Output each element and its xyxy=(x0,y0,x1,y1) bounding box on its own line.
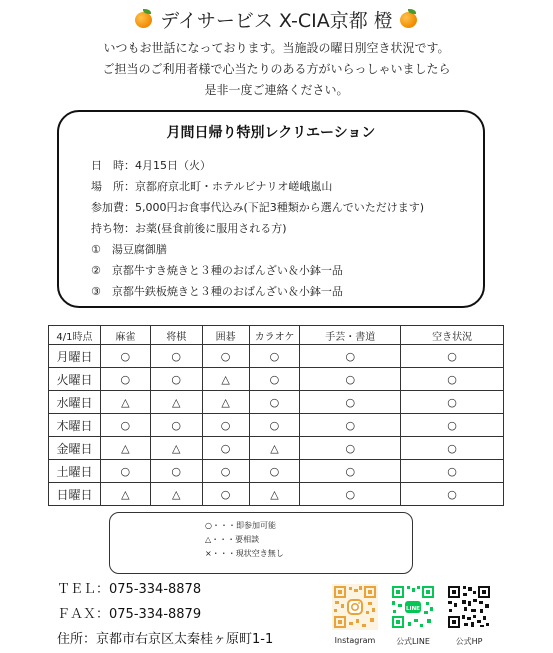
table-cell: ○ xyxy=(300,368,401,391)
table-cell: △ xyxy=(100,483,150,506)
table-cell: ○ xyxy=(300,437,401,460)
instagram-qr[interactable] xyxy=(330,584,380,645)
table-cell: ○ xyxy=(202,345,249,368)
address: 住所：京都市右京区太秦桂ヶ原町1-1 xyxy=(57,632,274,647)
availability-table xyxy=(48,325,504,506)
fax-number: ＦＡＸ：075-334-8879 xyxy=(57,607,202,622)
line-qr[interactable] xyxy=(388,584,438,647)
qr-label: 公式LINE xyxy=(396,637,430,646)
phone-number[interactable]: ＴＥＬ：075-334-8878 xyxy=(57,582,202,597)
table-cell: ○ xyxy=(300,391,401,414)
table-cell: ○ xyxy=(401,483,504,506)
recreation-box xyxy=(57,110,485,308)
menu-option-3: ③ 京都牛鉄板焼きと３種のおばんざい＆小鉢一品 xyxy=(91,285,343,298)
table-row xyxy=(49,368,504,391)
table-cell: ○ xyxy=(150,414,202,437)
header-cell: 囲碁 xyxy=(202,326,249,345)
svg-text:LINE: LINE xyxy=(406,606,420,612)
day-cell: 土曜日 xyxy=(49,460,101,483)
recreation-belongings: 持ち物：お薬(昼食前後に服用される方) xyxy=(91,222,287,235)
table-cell: ○ xyxy=(100,345,150,368)
table-row xyxy=(49,345,504,368)
recreation-place: 場 所：京都府京北町・ホテルビナリオ嵯峨嵐山 xyxy=(91,180,333,193)
qr-label: 公式HP xyxy=(455,637,483,646)
day-cell: 日曜日 xyxy=(49,483,101,506)
table-cell: ○ xyxy=(249,345,300,368)
header-cell: 空き状況 xyxy=(401,326,504,345)
table-cell: △ xyxy=(150,483,202,506)
orange-icon xyxy=(134,9,154,29)
menu-option-2: ② 京都牛すき焼きと３種のおばんざい＆小鉢一品 xyxy=(91,264,343,277)
header-cell: 4/1時点 xyxy=(49,326,101,345)
table-cell: ○ xyxy=(401,414,504,437)
intro-line: 是非一度ご連絡ください。 xyxy=(204,83,349,97)
table-cell: ○ xyxy=(401,460,504,483)
recreation-details xyxy=(91,155,424,302)
table-cell: △ xyxy=(150,437,202,460)
table-cell: ○ xyxy=(249,414,300,437)
legend-consult: △・・・要相談 xyxy=(205,535,260,544)
recreation-date: 日 時：4月15日（火） xyxy=(91,159,211,172)
table-cell: ○ xyxy=(300,414,401,437)
table-cell: △ xyxy=(100,437,150,460)
qr-code-icon xyxy=(446,584,492,630)
table-cell: ○ xyxy=(150,368,202,391)
menu-option-1: ① 湯豆腐御膳 xyxy=(91,243,167,256)
table-cell: △ xyxy=(202,391,249,414)
line-icon xyxy=(390,584,436,630)
legend-full: ×・・・現状空き無し xyxy=(205,549,284,558)
table-row xyxy=(49,414,504,437)
day-cell: 金曜日 xyxy=(49,437,101,460)
table-row xyxy=(49,483,504,506)
table-cell: ○ xyxy=(100,460,150,483)
day-cell: 木曜日 xyxy=(49,414,101,437)
table-cell: △ xyxy=(249,437,300,460)
recreation-fee: 参加費：5,000円お食事代込み(下記3種類から選んでいただけます) xyxy=(91,201,425,214)
table-cell: ○ xyxy=(401,368,504,391)
intro-text xyxy=(0,38,553,101)
website-qr[interactable] xyxy=(444,584,494,647)
table-cell: ○ xyxy=(401,345,504,368)
table-cell: ○ xyxy=(249,460,300,483)
header-cell: 手芸・書道 xyxy=(300,326,401,345)
table-cell: △ xyxy=(249,483,300,506)
table-cell: ○ xyxy=(202,437,249,460)
table-cell: ○ xyxy=(100,368,150,391)
table-cell: ○ xyxy=(150,460,202,483)
table-cell: ○ xyxy=(202,483,249,506)
legend-box xyxy=(109,512,413,574)
day-cell: 水曜日 xyxy=(49,391,101,414)
page-title xyxy=(0,6,553,32)
qr-label: Instagram xyxy=(334,636,376,645)
table-row xyxy=(49,437,504,460)
header-cell: カラオケ xyxy=(249,326,300,345)
table-cell: ○ xyxy=(249,368,300,391)
orange-icon xyxy=(399,9,419,29)
day-cell: 月曜日 xyxy=(49,345,101,368)
table-cell: ○ xyxy=(202,460,249,483)
table-cell: △ xyxy=(100,391,150,414)
legend-available: ○・・・即参加可能 xyxy=(205,521,276,530)
table-cell: ○ xyxy=(249,391,300,414)
table-row xyxy=(49,460,504,483)
intro-line: ご担当のご利用者様で心当たりのある方がいらっしゃいましたら xyxy=(102,62,451,76)
table-header-row xyxy=(49,326,504,345)
table-cell: ○ xyxy=(401,391,504,414)
recreation-title: 月間日帰り特別レクリエーション xyxy=(166,125,376,141)
facility-name: デイサービス X-CIA京都 橙 xyxy=(160,9,393,32)
table-cell: ○ xyxy=(401,437,504,460)
header-cell: 麻雀 xyxy=(100,326,150,345)
table-cell: ○ xyxy=(202,414,249,437)
intro-line: いつもお世話になっております。当施設の曜日別空き状況です。 xyxy=(103,41,450,55)
table-cell: ○ xyxy=(300,345,401,368)
table-cell: △ xyxy=(202,368,249,391)
table-cell: ○ xyxy=(300,460,401,483)
header-cell: 将棋 xyxy=(150,326,202,345)
instagram-icon xyxy=(332,584,378,630)
table-cell: ○ xyxy=(100,414,150,437)
table-cell: ○ xyxy=(150,345,202,368)
table-row xyxy=(49,391,504,414)
day-cell: 火曜日 xyxy=(49,368,101,391)
table-cell: △ xyxy=(150,391,202,414)
table-cell: ○ xyxy=(300,483,401,506)
